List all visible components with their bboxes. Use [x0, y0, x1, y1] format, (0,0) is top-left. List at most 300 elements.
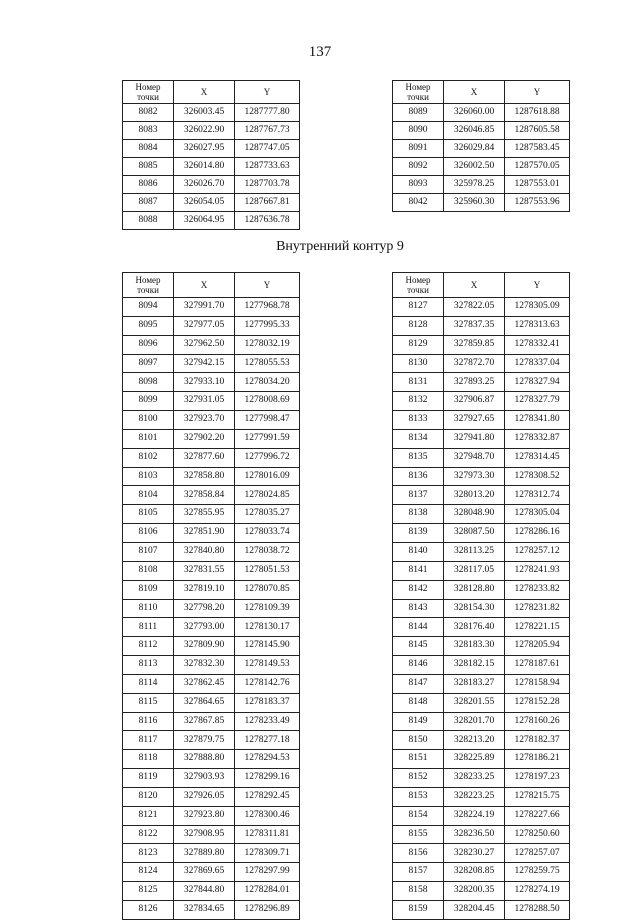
x-coordinate-cell: 327903.93: [174, 769, 235, 788]
point-number-cell: 8149: [393, 712, 444, 731]
x-coordinate-cell: 327855.95: [174, 505, 235, 524]
header-point-number: Номер точки: [123, 273, 174, 298]
point-number-cell: 8133: [393, 411, 444, 430]
point-number-cell: 8108: [123, 561, 174, 580]
x-coordinate-cell: 328176.40: [444, 618, 505, 637]
y-coordinate-cell: 1278299.16: [235, 769, 300, 788]
x-coordinate-cell: 327793.00: [174, 618, 235, 637]
x-coordinate-cell: 327926.05: [174, 787, 235, 806]
x-coordinate-cell: 328182.15: [444, 656, 505, 675]
point-number-cell: 8084: [123, 140, 174, 158]
x-coordinate-cell: 327991.70: [174, 298, 235, 317]
y-coordinate-cell: 1278033.74: [235, 524, 300, 543]
table-row: [123, 298, 300, 317]
y-coordinate-cell: 1278186.21: [505, 750, 570, 769]
table-row: [123, 882, 300, 901]
point-number-cell: 8126: [123, 901, 174, 920]
point-number-cell: 8118: [123, 750, 174, 769]
x-coordinate-cell: 327962.50: [174, 335, 235, 354]
point-number-cell: 8140: [393, 542, 444, 561]
x-coordinate-cell: 328200.35: [444, 882, 505, 901]
x-coordinate-cell: 326046.85: [444, 122, 505, 140]
y-coordinate-cell: 1287636.78: [235, 212, 300, 230]
table-row: [123, 618, 300, 637]
x-coordinate-cell: 326014.80: [174, 158, 235, 176]
point-number-cell: 8123: [123, 844, 174, 863]
point-number-cell: 8115: [123, 693, 174, 712]
x-coordinate-cell: 325978.25: [444, 176, 505, 194]
point-number-cell: 8134: [393, 429, 444, 448]
y-coordinate-cell: 1278145.90: [235, 637, 300, 656]
point-number-cell: 8101: [123, 429, 174, 448]
table-row: [123, 769, 300, 788]
y-coordinate-cell: 1277998.47: [235, 411, 300, 430]
table-row: [393, 599, 570, 618]
x-coordinate-cell: 326002.50: [444, 158, 505, 176]
y-coordinate-cell: 1278149.53: [235, 656, 300, 675]
y-coordinate-cell: 1278142.76: [235, 674, 300, 693]
table-row: [123, 825, 300, 844]
header-point-number: Номер точки: [393, 273, 444, 298]
point-number-cell: 8113: [123, 656, 174, 675]
x-coordinate-cell: 327869.65: [174, 863, 235, 882]
point-number-cell: 8104: [123, 486, 174, 505]
x-coordinate-cell: 328225.89: [444, 750, 505, 769]
y-coordinate-cell: 1278160.26: [505, 712, 570, 731]
x-coordinate-cell: 326054.05: [174, 194, 235, 212]
y-coordinate-cell: 1278257.12: [505, 542, 570, 561]
point-number-cell: 8116: [123, 712, 174, 731]
y-coordinate-cell: 1287733.63: [235, 158, 300, 176]
x-coordinate-cell: 326060.00: [444, 104, 505, 122]
point-number-cell: 8132: [393, 392, 444, 411]
table-row: [123, 637, 300, 656]
y-coordinate-cell: 1278130.17: [235, 618, 300, 637]
x-coordinate-cell: 327859.85: [444, 335, 505, 354]
table-row: [393, 656, 570, 675]
table-row: [123, 901, 300, 920]
table-row: [123, 448, 300, 467]
point-number-cell: 8120: [123, 787, 174, 806]
point-number-cell: 8142: [393, 580, 444, 599]
table-row: [393, 316, 570, 335]
table-row: [393, 354, 570, 373]
y-coordinate-cell: 1278109.39: [235, 599, 300, 618]
point-number-cell: 8042: [393, 194, 444, 212]
point-number-cell: 8151: [393, 750, 444, 769]
point-number-cell: 8083: [123, 122, 174, 140]
y-coordinate-cell: 1278257.07: [505, 844, 570, 863]
x-coordinate-cell: 327888.80: [174, 750, 235, 769]
point-number-cell: 8095: [123, 316, 174, 335]
table-row: [123, 158, 300, 176]
y-coordinate-cell: 1287583.45: [505, 140, 570, 158]
y-coordinate-cell: 1287553.96: [505, 194, 570, 212]
point-number-cell: 8096: [123, 335, 174, 354]
table-row: [393, 429, 570, 448]
x-coordinate-cell: 328208.85: [444, 863, 505, 882]
y-coordinate-cell: 1287553.01: [505, 176, 570, 194]
table-row: [123, 122, 300, 140]
x-coordinate-cell: 328223.25: [444, 787, 505, 806]
point-number-cell: 8088: [123, 212, 174, 230]
y-coordinate-cell: 1278205.94: [505, 637, 570, 656]
table-row: [393, 448, 570, 467]
y-coordinate-cell: 1278231.82: [505, 599, 570, 618]
table-row: [393, 335, 570, 354]
table-row: [123, 429, 300, 448]
header-y: Y: [505, 81, 570, 104]
point-number-cell: 8089: [393, 104, 444, 122]
table-row: [123, 863, 300, 882]
point-number-cell: 8119: [123, 769, 174, 788]
point-number-cell: 8146: [393, 656, 444, 675]
y-coordinate-cell: 1278038.72: [235, 542, 300, 561]
y-coordinate-cell: 1278152.28: [505, 693, 570, 712]
point-number-cell: 8135: [393, 448, 444, 467]
y-coordinate-cell: 1277995.33: [235, 316, 300, 335]
point-number-cell: 8136: [393, 467, 444, 486]
x-coordinate-cell: 327798.20: [174, 599, 235, 618]
x-coordinate-cell: 327948.70: [444, 448, 505, 467]
table-header-row: [123, 81, 300, 104]
x-coordinate-cell: 327809.90: [174, 637, 235, 656]
y-coordinate-cell: 1278308.52: [505, 467, 570, 486]
point-number-cell: 8099: [123, 392, 174, 411]
table-row: [123, 599, 300, 618]
point-number-cell: 8156: [393, 844, 444, 863]
table-row: [123, 316, 300, 335]
point-number-cell: 8109: [123, 580, 174, 599]
x-coordinate-cell: 326029.84: [444, 140, 505, 158]
table-row: [123, 806, 300, 825]
y-coordinate-cell: 1278241.93: [505, 561, 570, 580]
point-number-cell: 8102: [123, 448, 174, 467]
x-coordinate-cell: 327822.05: [444, 298, 505, 317]
y-coordinate-cell: 1278024.85: [235, 486, 300, 505]
x-coordinate-cell: 327831.55: [174, 561, 235, 580]
y-coordinate-cell: 1278032.19: [235, 335, 300, 354]
x-coordinate-cell: 326022.90: [174, 122, 235, 140]
y-coordinate-cell: 1278227.66: [505, 806, 570, 825]
x-coordinate-cell: 328201.70: [444, 712, 505, 731]
y-coordinate-cell: 1287703.78: [235, 176, 300, 194]
x-coordinate-cell: 327877.60: [174, 448, 235, 467]
x-coordinate-cell: 328154.30: [444, 599, 505, 618]
y-coordinate-cell: 1278233.82: [505, 580, 570, 599]
y-coordinate-cell: 1278034.20: [235, 373, 300, 392]
point-number-cell: 8139: [393, 524, 444, 543]
x-coordinate-cell: 327834.65: [174, 901, 235, 920]
table-row: [123, 505, 300, 524]
table-row: [393, 844, 570, 863]
table-row: [123, 656, 300, 675]
table-row: [393, 787, 570, 806]
table-row: [123, 712, 300, 731]
x-coordinate-cell: 327893.25: [444, 373, 505, 392]
table-row: [123, 335, 300, 354]
x-coordinate-cell: 327844.80: [174, 882, 235, 901]
table-row: [393, 140, 570, 158]
x-coordinate-cell: 328233.25: [444, 769, 505, 788]
point-number-cell: 8125: [123, 882, 174, 901]
table-row: [393, 486, 570, 505]
x-coordinate-cell: 327906.87: [444, 392, 505, 411]
table-row: [393, 618, 570, 637]
point-number-cell: 8087: [123, 194, 174, 212]
coordinates-table-bottom-left: [122, 272, 300, 920]
y-coordinate-cell: 1278274.19: [505, 882, 570, 901]
point-number-cell: 8130: [393, 354, 444, 373]
y-coordinate-cell: 1278332.41: [505, 335, 570, 354]
point-number-cell: 8106: [123, 524, 174, 543]
y-coordinate-cell: 1278297.99: [235, 863, 300, 882]
table-row: [393, 769, 570, 788]
x-coordinate-cell: 327832.30: [174, 656, 235, 675]
table-row: [123, 750, 300, 769]
y-coordinate-cell: 1278341.80: [505, 411, 570, 430]
table-row: [393, 176, 570, 194]
header-x: X: [444, 273, 505, 298]
point-number-cell: 8127: [393, 298, 444, 317]
x-coordinate-cell: 327858.80: [174, 467, 235, 486]
point-number-cell: 8153: [393, 787, 444, 806]
table-row: [393, 693, 570, 712]
x-coordinate-cell: 327927.65: [444, 411, 505, 430]
x-coordinate-cell: 328224.19: [444, 806, 505, 825]
y-coordinate-cell: 1278055.53: [235, 354, 300, 373]
y-coordinate-cell: 1278309.71: [235, 844, 300, 863]
x-coordinate-cell: 328213.20: [444, 731, 505, 750]
x-coordinate-cell: 326027.95: [174, 140, 235, 158]
point-number-cell: 8129: [393, 335, 444, 354]
y-coordinate-cell: 1278250.60: [505, 825, 570, 844]
x-coordinate-cell: 327942.15: [174, 354, 235, 373]
table-row: [393, 104, 570, 122]
y-coordinate-cell: 1277991.59: [235, 429, 300, 448]
table-row: [123, 212, 300, 230]
y-coordinate-cell: 1278035.27: [235, 505, 300, 524]
table-row: [123, 561, 300, 580]
y-coordinate-cell: 1278327.94: [505, 373, 570, 392]
x-coordinate-cell: 328117.05: [444, 561, 505, 580]
y-coordinate-cell: 1278327.79: [505, 392, 570, 411]
point-number-cell: 8093: [393, 176, 444, 194]
point-number-cell: 8110: [123, 599, 174, 618]
table-row: [123, 411, 300, 430]
x-coordinate-cell: 326026.70: [174, 176, 235, 194]
y-coordinate-cell: 1278305.09: [505, 298, 570, 317]
y-coordinate-cell: 1287570.05: [505, 158, 570, 176]
x-coordinate-cell: 327933.10: [174, 373, 235, 392]
table-row: [123, 787, 300, 806]
header-x: X: [174, 273, 235, 298]
x-coordinate-cell: 328236.50: [444, 825, 505, 844]
x-coordinate-cell: 328013.20: [444, 486, 505, 505]
x-coordinate-cell: 327837.35: [444, 316, 505, 335]
point-number-cell: 8147: [393, 674, 444, 693]
point-number-cell: 8097: [123, 354, 174, 373]
table-row: [393, 392, 570, 411]
table-row: [393, 194, 570, 212]
x-coordinate-cell: 327864.65: [174, 693, 235, 712]
table-row: [393, 806, 570, 825]
y-coordinate-cell: 1277996.72: [235, 448, 300, 467]
x-coordinate-cell: 327862.45: [174, 674, 235, 693]
y-coordinate-cell: 1278313.63: [505, 316, 570, 335]
point-number-cell: 8090: [393, 122, 444, 140]
y-coordinate-cell: 1278332.87: [505, 429, 570, 448]
coordinates-table-top-right: [392, 80, 570, 212]
header-point-number: Номер точки: [123, 81, 174, 104]
x-coordinate-cell: 328204.45: [444, 901, 505, 920]
y-coordinate-cell: 1278197.23: [505, 769, 570, 788]
y-coordinate-cell: 1278215.75: [505, 787, 570, 806]
x-coordinate-cell: 328183.30: [444, 637, 505, 656]
y-coordinate-cell: 1278277.18: [235, 731, 300, 750]
x-coordinate-cell: 327840.80: [174, 542, 235, 561]
y-coordinate-cell: 1278284.01: [235, 882, 300, 901]
table-row: [393, 298, 570, 317]
table-row: [123, 844, 300, 863]
x-coordinate-cell: 328113.25: [444, 542, 505, 561]
point-number-cell: 8124: [123, 863, 174, 882]
page-number: 137: [308, 44, 332, 60]
point-number-cell: 8103: [123, 467, 174, 486]
header-y: Y: [505, 273, 570, 298]
x-coordinate-cell: 327867.85: [174, 712, 235, 731]
y-coordinate-cell: 1287618.88: [505, 104, 570, 122]
table-row: [393, 901, 570, 920]
point-number-cell: 8143: [393, 599, 444, 618]
y-coordinate-cell: 1278221.15: [505, 618, 570, 637]
point-number-cell: 8121: [123, 806, 174, 825]
table-row: [393, 580, 570, 599]
point-number-cell: 8138: [393, 505, 444, 524]
y-coordinate-cell: 1278286.16: [505, 524, 570, 543]
x-coordinate-cell: 327851.90: [174, 524, 235, 543]
table-row: [393, 505, 570, 524]
coordinates-table-top-left: [122, 80, 300, 230]
x-coordinate-cell: 328048.90: [444, 505, 505, 524]
point-number-cell: 8117: [123, 731, 174, 750]
point-number-cell: 8085: [123, 158, 174, 176]
point-number-cell: 8098: [123, 373, 174, 392]
table-row: [123, 373, 300, 392]
table-row: [123, 674, 300, 693]
y-coordinate-cell: 1278300.46: [235, 806, 300, 825]
point-number-cell: 8105: [123, 505, 174, 524]
point-number-cell: 8091: [393, 140, 444, 158]
table-row: [123, 392, 300, 411]
table-row: [123, 542, 300, 561]
point-number-cell: 8122: [123, 825, 174, 844]
x-coordinate-cell: 327819.10: [174, 580, 235, 599]
y-coordinate-cell: 1278312.74: [505, 486, 570, 505]
x-coordinate-cell: 327858.84: [174, 486, 235, 505]
y-coordinate-cell: 1287747.05: [235, 140, 300, 158]
x-coordinate-cell: 327879.75: [174, 731, 235, 750]
y-coordinate-cell: 1278008.69: [235, 392, 300, 411]
y-coordinate-cell: 1278305.04: [505, 505, 570, 524]
point-number-cell: 8155: [393, 825, 444, 844]
y-coordinate-cell: 1277968.78: [235, 298, 300, 317]
table-row: [393, 411, 570, 430]
point-number-cell: 8107: [123, 542, 174, 561]
table-row: [123, 486, 300, 505]
coordinates-table-bottom-right: [392, 272, 570, 920]
point-number-cell: 8137: [393, 486, 444, 505]
table-row: [123, 693, 300, 712]
table-header-row: [123, 273, 300, 298]
header-x: X: [444, 81, 505, 104]
point-number-cell: 8141: [393, 561, 444, 580]
point-number-cell: 8094: [123, 298, 174, 317]
table-header-row: [393, 81, 570, 104]
x-coordinate-cell: 327923.70: [174, 411, 235, 430]
header-point-number: Номер точки: [393, 81, 444, 104]
x-coordinate-cell: 327931.05: [174, 392, 235, 411]
y-coordinate-cell: 1278311.81: [235, 825, 300, 844]
point-number-cell: 8159: [393, 901, 444, 920]
y-coordinate-cell: 1278314.45: [505, 448, 570, 467]
point-number-cell: 8157: [393, 863, 444, 882]
table-row: [393, 750, 570, 769]
table-row: [123, 104, 300, 122]
section-title: Внутренний контур 9: [276, 239, 404, 254]
table-row: [123, 580, 300, 599]
y-coordinate-cell: 1278016.09: [235, 467, 300, 486]
y-coordinate-cell: 1278288.50: [505, 901, 570, 920]
header-y: Y: [235, 273, 300, 298]
header-y: Y: [235, 81, 300, 104]
table-header-row: [393, 273, 570, 298]
x-coordinate-cell: 327908.95: [174, 825, 235, 844]
point-number-cell: 8154: [393, 806, 444, 825]
y-coordinate-cell: 1278337.04: [505, 354, 570, 373]
point-number-cell: 8086: [123, 176, 174, 194]
table-row: [393, 863, 570, 882]
x-coordinate-cell: 326003.45: [174, 104, 235, 122]
x-coordinate-cell: 327977.05: [174, 316, 235, 335]
y-coordinate-cell: 1278182.37: [505, 731, 570, 750]
y-coordinate-cell: 1278051.53: [235, 561, 300, 580]
x-coordinate-cell: 328087.50: [444, 524, 505, 543]
x-coordinate-cell: 326064.95: [174, 212, 235, 230]
x-coordinate-cell: 327923.80: [174, 806, 235, 825]
x-coordinate-cell: 327973.30: [444, 467, 505, 486]
table-row: [393, 122, 570, 140]
y-coordinate-cell: 1278233.49: [235, 712, 300, 731]
point-number-cell: 8144: [393, 618, 444, 637]
y-coordinate-cell: 1278158.94: [505, 674, 570, 693]
table-row: [123, 140, 300, 158]
x-coordinate-cell: 328183.27: [444, 674, 505, 693]
table-row: [123, 731, 300, 750]
y-coordinate-cell: 1278183.37: [235, 693, 300, 712]
table-row: [393, 825, 570, 844]
table-row: [123, 524, 300, 543]
table-row: [393, 712, 570, 731]
point-number-cell: 8148: [393, 693, 444, 712]
x-coordinate-cell: 328230.27: [444, 844, 505, 863]
point-number-cell: 8128: [393, 316, 444, 335]
y-coordinate-cell: 1287667.81: [235, 194, 300, 212]
x-coordinate-cell: 327889.80: [174, 844, 235, 863]
y-coordinate-cell: 1278070.85: [235, 580, 300, 599]
table-row: [393, 561, 570, 580]
y-coordinate-cell: 1278187.61: [505, 656, 570, 675]
